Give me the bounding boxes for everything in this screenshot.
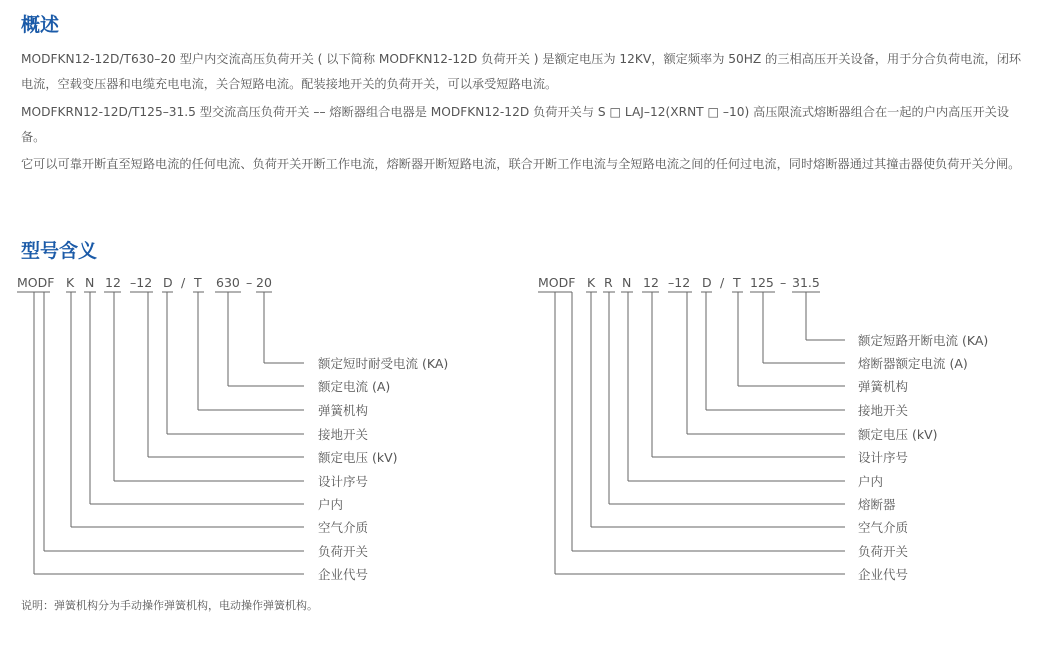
note-text: 说明：弹簧机构分为手动操作弹簧机构，电动操作弹簧机构。 [21, 599, 318, 612]
left-label-design-number: 设计序号 [318, 474, 369, 489]
right-segment-d: D [702, 275, 712, 290]
model-diagram-right [0, 262, 1047, 592]
right-label-air-medium: 空气介质 [858, 520, 909, 535]
left-segment-modf: MODF [17, 275, 55, 290]
right-segment-n: N [622, 275, 632, 290]
left-label-earthing-switch: 接地开关 [318, 427, 369, 442]
right-segment-dash: – [780, 275, 787, 290]
left-label-company-code: 企业代号 [318, 567, 369, 582]
right-segment-modf: MODF [538, 275, 576, 290]
overview-paragraph-2: MODFKRN12-12D/T125–31.5 型交流高压负荷开关 –– 熔断器组合电器是 MODFKN12-12D 负荷开关与 S □ LAJ–12(XRNT □ –10) 高压限流式熔断器组合在一起的户内高压开关设备。 [21, 105, 1010, 144]
overview-paragraph-1: MODFKN12-12D/T630–20 型户内交流高压负荷开关 ( 以下简称 MODFKN12-12D 负荷开关 ) 是额定电压为 12KV，额定频率为 50HZ 的三相高压开关设备，用于分合负荷电流，闭环电流，空载变压器和电缆充电电流，关合短路电流。配装接地开关的负荷开关，可以承受短路电流。 [21, 52, 1022, 91]
left-label-indoor: 户内 [318, 497, 344, 512]
right-segment-k: K [587, 275, 596, 290]
right-label-load-switch: 负荷开关 [858, 544, 909, 559]
left-segment-t: T [194, 275, 202, 290]
left-label-air-medium: 空气介质 [318, 520, 369, 535]
right-label-spring-mechanism: 弹簧机构 [858, 379, 909, 394]
left-segment-n: N [85, 275, 95, 290]
model-meaning-heading: 型号含义 [21, 240, 98, 262]
left-label-spring-mechanism: 弹簧机构 [318, 403, 369, 418]
right-segment-125: 125 [750, 275, 774, 290]
left-segment-slash: / [181, 275, 186, 290]
left-segment-d: D [163, 275, 173, 290]
left-label-rated-voltage: 额定电压 (kV) [318, 450, 398, 465]
right-label-indoor: 户内 [858, 474, 884, 489]
right-segment-slash: / [720, 275, 725, 290]
left-segment-k: K [66, 275, 75, 290]
left-segment-20: 20 [256, 275, 272, 290]
right-segment-r: R [604, 275, 613, 290]
right-segment-31-5: 31.5 [792, 275, 820, 290]
right-label-fuse-rated-current: 熔断器额定电流 (A) [858, 356, 968, 371]
right-leaders [555, 292, 845, 574]
left-segment-630: 630 [216, 275, 240, 290]
left-segment-dash: – [246, 275, 253, 290]
right-segment-voltage: –12 [668, 275, 691, 290]
right-label-fuse: 熔断器 [858, 497, 896, 512]
right-segment-t: T [733, 275, 741, 290]
left-segment-voltage: –12 [130, 275, 153, 290]
left-segment-12: 12 [105, 275, 121, 290]
right-label-earthing-switch: 接地开关 [858, 403, 909, 418]
right-label-design-number: 设计序号 [858, 450, 909, 465]
overview-heading: 概述 [21, 14, 60, 36]
right-label-rated-voltage: 额定电压 (kV) [858, 427, 938, 442]
right-segment-12: 12 [643, 275, 659, 290]
right-label-company-code: 企业代号 [858, 567, 909, 582]
left-label-short-time-current: 额定短时耐受电流 (KA) [318, 356, 449, 371]
left-label-load-switch: 负荷开关 [318, 544, 369, 559]
left-label-rated-current: 额定电流 (A) [318, 379, 391, 394]
overview-paragraph-3: 它可以可靠开断直至短路电流的任何电流、负荷开关开断工作电流，熔断器开断短路电流，联合开断工作电流与全短路电流之间的任何过电流，同时熔断器通过其撞击器使负荷开关分闸。 [21, 157, 1021, 171]
right-label-short-circuit-breaking: 额定短路开断电流 (KA) [858, 333, 989, 348]
